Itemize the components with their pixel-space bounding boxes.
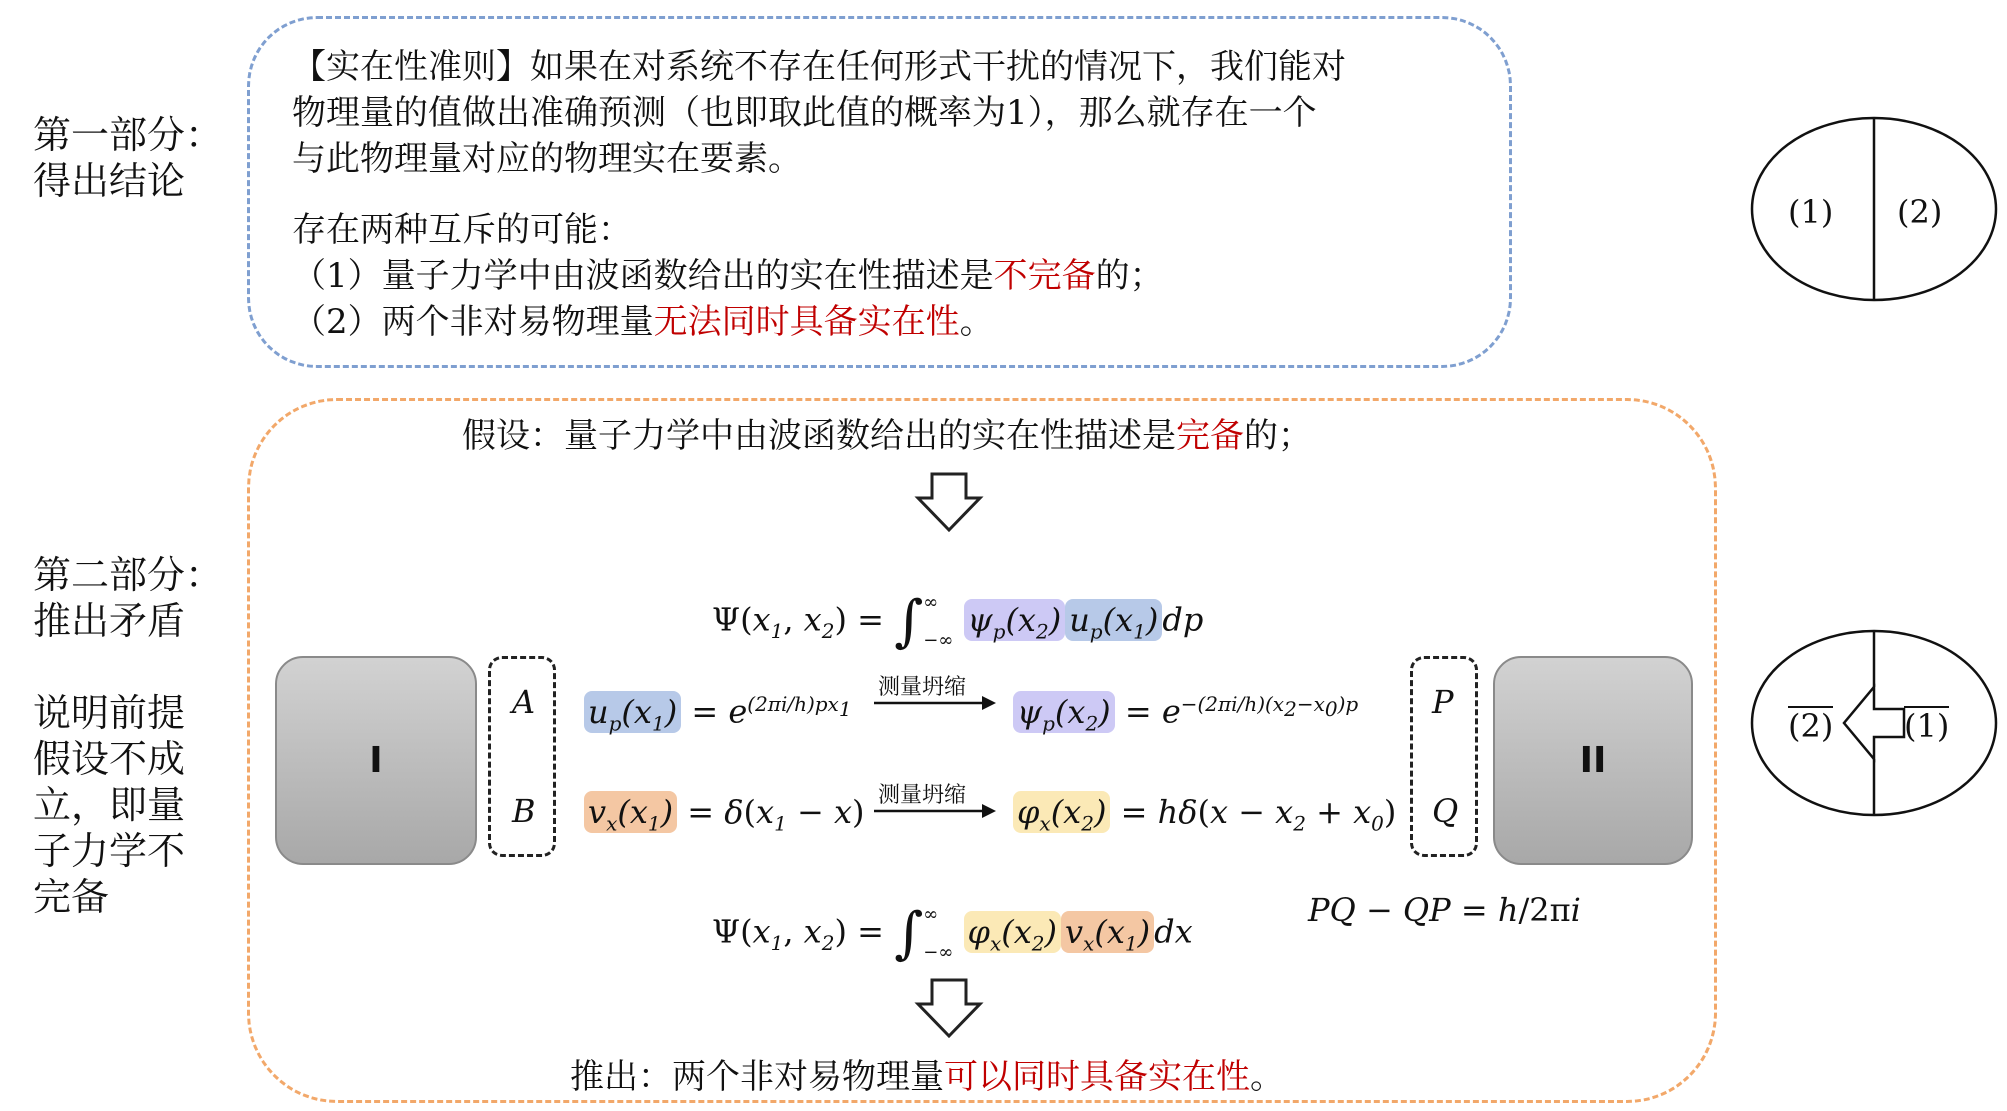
operator-b: B [512, 792, 536, 830]
possibilities-title: 存在两种互斥的可能： [292, 210, 632, 250]
circle-region-2: (2) [1897, 193, 1943, 231]
right-arrow-icon [872, 694, 998, 712]
circle-not-2: (2) [1788, 707, 1834, 745]
deduction-line: 推出：两个非对易物理量可以同时具备实在性。 [570, 1057, 1284, 1097]
part2-note: 说明前提 假设不成 立，即量 子力学不 完备 [33, 691, 186, 919]
assumption-line: 假设：量子力学中由波函数给出的实在性描述是完备的； [462, 416, 1312, 456]
eigenfunction-phi: $\varphi_x(x_2) = h\delta(x - x_2 + x_0)$ [1013, 792, 1396, 843]
contradiction-circle [1748, 627, 2000, 819]
circle-not-1: (1) [1904, 707, 1950, 745]
psi-integral-momentum: $\Psi(x_1$, $x_2$) = ∫∞ −∞ $\psi_p(x_2)$ $u_p(x_1)$ dp [712, 589, 1204, 654]
down-arrow-icon [914, 472, 984, 534]
outcome-circle [1748, 114, 2000, 304]
eigenfunction-psi: $\psi_p(x_2) = e^{-(2\pi i/h)(x_2-x_0)p}$ [1013, 684, 1358, 743]
possibility-1: （1）量子力学中由波函数给出的实在性描述是不完备的； [292, 256, 1164, 296]
collapse-label-2: 测量坍缩 [878, 783, 967, 808]
possibility-2: （2）两个非对易物理量无法同时具备实在性。 [292, 302, 994, 342]
system-ii: II [1493, 656, 1693, 865]
eigenfunction-v: $v_x(x_1) = \delta(x_1 - x)$ [584, 792, 864, 843]
operator-a: A [512, 683, 536, 721]
operator-p: P [1432, 683, 1454, 721]
down-arrow-icon [914, 978, 984, 1040]
right-arrow-icon [872, 802, 998, 820]
criterion-line-2: 物理量的值做出准确预测（也即取此值的概率为1），那么就存在一个 [292, 93, 1317, 133]
operator-q: Q [1432, 792, 1459, 830]
system-i: I [275, 656, 477, 865]
eigenfunction-u: $u_p(x_1) = e^{(2\pi i/h)px_1}$ [584, 684, 852, 743]
part2-label: 第二部分： 推出矛盾 [33, 553, 224, 643]
collapse-label-1: 测量坍缩 [878, 675, 967, 700]
part1-label: 第一部分： 得出结论 [33, 113, 224, 203]
commutator-relation: PQ − QP = h/2πi [1308, 891, 1581, 929]
circle-region-1: (1) [1788, 193, 1834, 231]
criterion-line-1: 【实在性准则】如果在对系统不存在任何形式干扰的情况下，我们能对 [292, 47, 1346, 87]
psi-integral-position: $\Psi(x_1$, $x_2$) = ∫∞ −∞ $\varphi_x(x_2)$ $v_x(x_1)$ dx [712, 901, 1193, 966]
criterion-line-3: 与此物理量对应的物理实在要素。 [292, 139, 802, 179]
